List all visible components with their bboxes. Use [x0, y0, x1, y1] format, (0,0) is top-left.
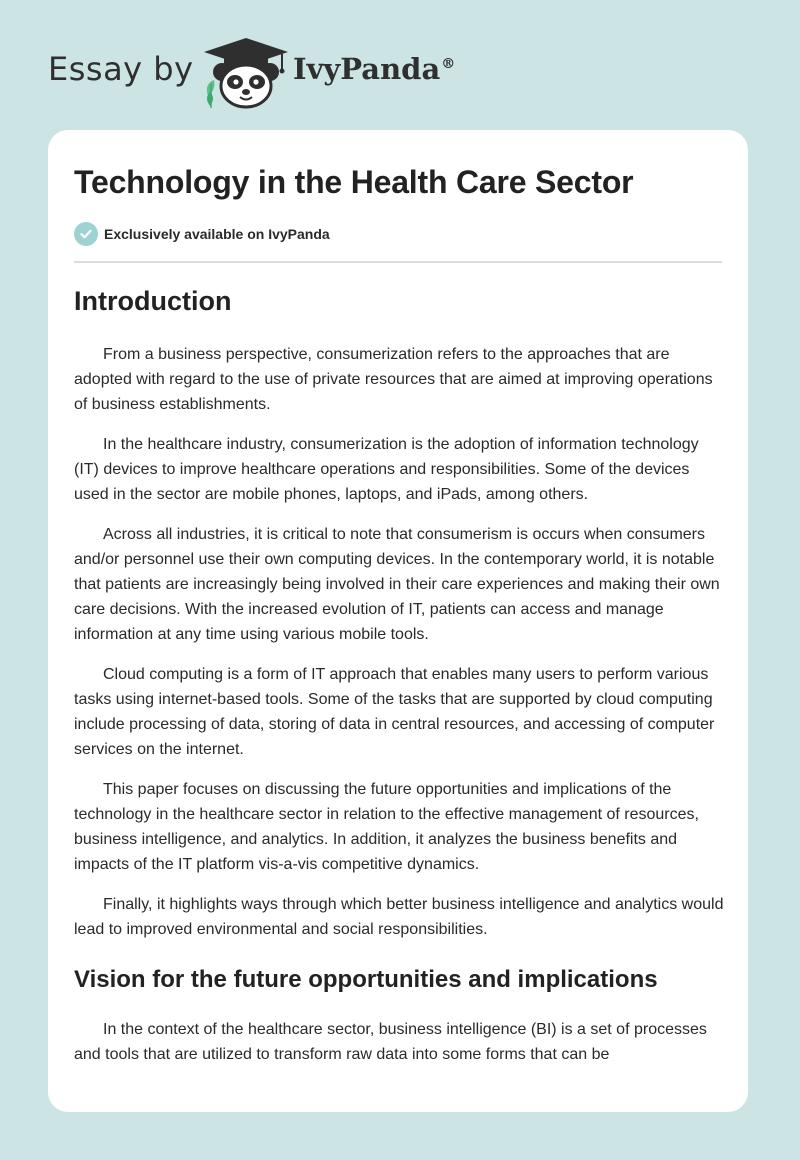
paragraph: Cloud computing is a form of IT approach that enables many users to perform various tasks using internet-based tools. Some of the tasks that are supported by cloud computing include processing of data, storing of data in central resources, and accessing of computer services on the internet.	[74, 666, 715, 758]
paragraph: Finally, it highlights ways through which better business intelligence and analytics would lead to improved environmental and social responsibilities.	[74, 896, 724, 938]
exclusive-badge	[74, 222, 330, 246]
check-icon	[74, 222, 98, 246]
registered-mark: ®	[441, 56, 456, 73]
paragraph: In the context of the healthcare sector, business intelligence (BI) is a set of processes and tools that are utilized to transform raw data into some forms that can be	[74, 1021, 707, 1063]
badge-text: Exclusively available on IvyPanda	[104, 226, 330, 242]
essay-card	[48, 130, 748, 1112]
brand-name[interactable]	[293, 52, 455, 86]
panda-graduate-logo-icon[interactable]	[202, 36, 290, 110]
brand-prefix: Essay by	[48, 50, 194, 88]
brand-name-text: IvyPanda	[293, 52, 441, 86]
section-heading-vision: Vision for the future opportunities and implications	[74, 966, 658, 993]
site-header	[0, 0, 800, 130]
section-heading-introduction: Introduction	[74, 286, 232, 316]
title-divider	[74, 261, 722, 263]
page-title: Technology in the Health Care Sector	[74, 164, 634, 200]
paragraph: This paper focuses on discussing the future opportunities and implications of the technology in the healthcare sector in relation to the effective management of resources, business intelligence, and analytics. In addition, it analyzes the business benefits and impacts of the IT platform vis-a-vis competitive dynamics.	[74, 781, 699, 873]
paragraph: Across all industries, it is critical to note that consumerism is occurs when consumers and/or personnel use their own computing devices. In the contemporary world, it is notable that patients are increasingly being involved in their care experiences and making their own care decisions. With the increased evolution of IT, patients can access and manage information at any time using various mobile tools.	[74, 526, 720, 643]
paragraph: In the healthcare industry, consumerization is the adoption of information technology (IT) devices to improve healthcare operations and responsibilities. Some of the devices used in the sector are mobile phones, laptops, and iPads, among others.	[74, 436, 699, 503]
paragraph: From a business perspective, consumerization refers to the approaches that are adopted with regard to the use of private resources that are aimed at improving operations of business establishments.	[74, 346, 713, 413]
essay-body	[74, 280, 724, 1082]
